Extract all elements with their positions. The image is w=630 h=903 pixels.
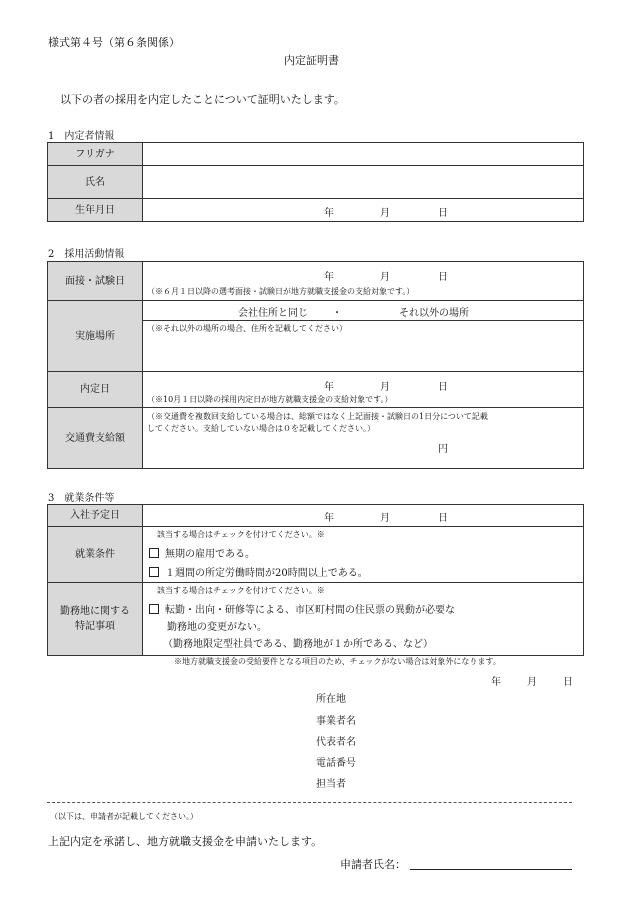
start-month: 月 xyxy=(380,513,390,524)
birthdate-field[interactable] xyxy=(143,199,584,222)
offer-date-label: 内定日 xyxy=(48,372,143,408)
applicant-note: （以下は、申請者が記載してください。） xyxy=(50,812,198,821)
offer-year: 年 xyxy=(324,382,334,393)
place-label: 実施場所 xyxy=(48,301,143,372)
employer-address-label: 所在地 xyxy=(316,694,346,705)
employer-contact-label: 担当者 xyxy=(316,779,346,790)
offer-note: （※10月１日以降の採用内定日が地方就職支援金の支給対象です。） xyxy=(147,395,393,404)
workplace-label-line2: 特記事項 xyxy=(75,621,115,632)
furigana-label: フリガナ xyxy=(48,143,143,166)
section3-heading: 3 就業条件等 xyxy=(48,493,115,504)
interview-label: 面接・試験日 xyxy=(48,262,143,301)
place-option-other[interactable]: それ以外の場所 xyxy=(399,308,469,319)
start-year: 年 xyxy=(324,513,334,524)
place-divider xyxy=(143,320,583,321)
employment-table xyxy=(47,504,584,656)
workplace-label xyxy=(48,583,143,656)
name-label: 氏名 xyxy=(48,166,143,199)
intro-text: 以下の者の採用を内定したことについて証明いたします。 xyxy=(60,93,345,106)
workplace-text-line1: 転勤・出向・研修等による、市区町村間の住民票の異動が必要な xyxy=(165,605,455,616)
conditions-instruction: 該当する場合はチェックを付けてください。※ xyxy=(157,530,325,539)
applicant-name-field[interactable] xyxy=(410,869,572,870)
employer-phone-label: 電話番号 xyxy=(316,758,356,769)
footnote: ※地方就職支援金の受給要件となる項目のため、チェックがない場合は対象外になります。 xyxy=(174,657,501,666)
name-field[interactable] xyxy=(143,166,584,199)
conditions-label: 就業条件 xyxy=(48,527,143,583)
place-separator: ・ xyxy=(332,308,342,319)
section2-heading: 2 採用活動情報 xyxy=(48,249,125,260)
start-day: 日 xyxy=(438,513,448,524)
birth-day: 日 xyxy=(438,208,448,219)
interview-note: （※６月１日以降の選考面接・試験日が地方就職支援金の支給対象です。） xyxy=(147,287,415,296)
transport-field[interactable] xyxy=(143,408,584,469)
workplace-text-line2: 勤務地の変更がない。 xyxy=(167,622,267,633)
condition-2-text: １週間の所定労働時間が20時間以上である。 xyxy=(165,568,368,579)
recruitment-table xyxy=(47,261,584,469)
employer-representative-label: 代表者名 xyxy=(316,737,356,748)
place-field[interactable] xyxy=(143,301,584,372)
workplace-checkbox[interactable] xyxy=(149,604,159,614)
condition-2-checkbox[interactable] xyxy=(149,567,159,577)
transport-note-line1: （※交通費を複数回支給している場合は、総額ではなく上記面接・試験日の1日分について記載 xyxy=(147,412,488,421)
condition-1-checkbox[interactable] xyxy=(149,548,159,558)
place-note: （※それ以外の場所の場合、住所を記載してください） xyxy=(147,324,347,333)
condition-1-text: 無期の雇用である。 xyxy=(165,549,255,560)
transport-yen: 円 xyxy=(438,444,448,455)
condition-row-1[interactable] xyxy=(149,545,255,560)
workplace-text-line3: （勤務地限定型社員である、勤務地が１か所である、など） xyxy=(163,639,433,650)
applicant-info-table xyxy=(47,142,584,222)
transport-label: 交通費支給額 xyxy=(48,408,143,469)
page-title: 内定証明書 xyxy=(284,54,339,67)
issue-year: 年 xyxy=(491,677,501,688)
start-date-field[interactable] xyxy=(143,505,584,527)
issue-day: 日 xyxy=(563,677,573,688)
workplace-field xyxy=(143,583,584,656)
interview-day: 日 xyxy=(438,272,448,283)
interview-month: 月 xyxy=(380,272,390,283)
place-option-same[interactable]: 会社住所と同じ xyxy=(238,308,308,319)
interview-year: 年 xyxy=(324,272,334,283)
condition-row-2[interactable] xyxy=(149,564,368,579)
conditions-field xyxy=(143,527,584,583)
offer-date-field[interactable] xyxy=(143,372,584,408)
start-date-label: 入社予定日 xyxy=(48,505,143,527)
interview-field[interactable] xyxy=(143,262,584,301)
form-number: 様式第４号（第６条関係） xyxy=(48,36,180,49)
birth-year: 年 xyxy=(324,208,334,219)
offer-month: 月 xyxy=(380,382,390,393)
employer-company-label: 事業者名 xyxy=(316,716,356,727)
cut-line xyxy=(47,802,572,803)
workplace-label-line1: 勤務地に関する xyxy=(60,606,130,617)
issue-month: 月 xyxy=(527,677,537,688)
applicant-statement: 上記内定を承諾し、地方就職支援金を申請いたします。 xyxy=(48,835,323,848)
applicant-name-label: 申請者氏名： xyxy=(340,858,406,871)
transport-note-line2: してください。支給していない場合は０を記載してください。） xyxy=(147,424,375,433)
workplace-row[interactable] xyxy=(149,601,455,616)
workplace-instruction: 該当する場合はチェックを付けてください。※ xyxy=(157,586,325,595)
furigana-field[interactable] xyxy=(143,143,584,166)
birth-month: 月 xyxy=(380,208,390,219)
offer-day: 日 xyxy=(438,382,448,393)
birthdate-label: 生年月日 xyxy=(48,199,143,222)
section1-heading: 1 内定者情報 xyxy=(48,131,115,142)
